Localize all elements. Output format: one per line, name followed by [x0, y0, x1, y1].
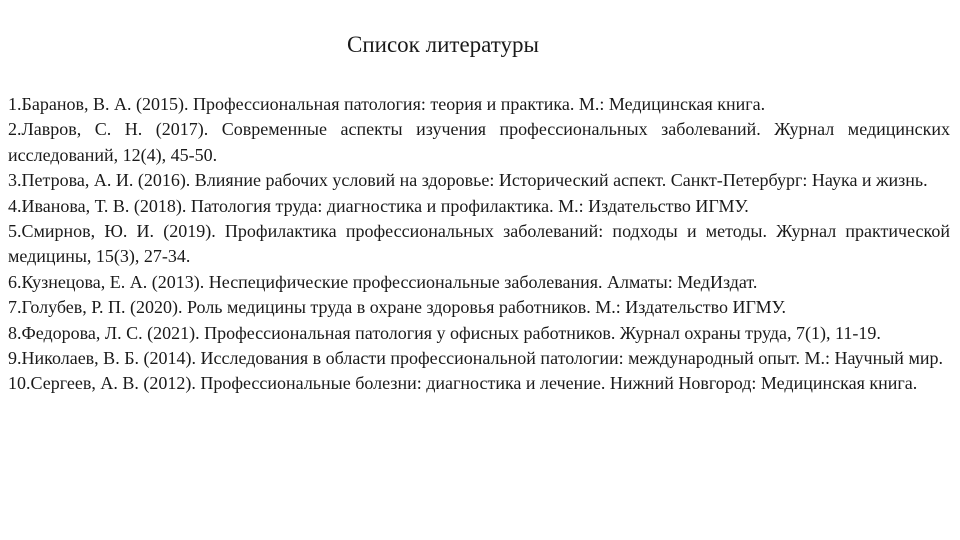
reference-item: 9.Николаев, В. Б. (2014). Исследования в области профессиональной патологии: международный опыт. М.: Научный мир.: [8, 348, 943, 369]
reference-item: 8.Федорова, Л. С. (2021). Профессиональная патология у офисных работников. Журнал охраны труда, 7(1), 11-19.: [8, 322, 881, 343]
reference-item: 6.Кузнецова, Е. А. (2013). Неспецифические профессиональные заболевания. Алматы: МедИздат.: [8, 271, 758, 292]
reference-item: 7.Голубев, Р. П. (2020). Роль медицины труда в охране здоровья работников. М.: Издательство ИГМУ.: [8, 297, 786, 318]
reference-item: 10.Сергеев, А. В. (2012). Профессиональные болезни: диагностика и лечение. Нижний Новгород: Медицинская книга.: [8, 373, 918, 394]
reference-list: [8, 92, 950, 397]
reference-item: 3.Петрова, А. И. (2016). Влияние рабочих условий на здоровье: Исторический аспект. Санкт-Петербург: Наука и жизнь.: [8, 170, 928, 191]
reference-item: 2.Лавров, С. Н. (2017). Современные аспекты изучения профессиональных заболеваний. Журнал медицинских исследований, 12(4), 45-50.: [8, 119, 950, 165]
slide-title: Список литературы: [347, 32, 539, 57]
reference-item: 1.Баранов, В. А. (2015). Профессиональная патология: теория и практика. М.: Медицинская книга.: [8, 94, 766, 114]
reference-item: 5.Смирнов, Ю. И. (2019). Профилактика профессиональных заболеваний: подходы и методы. Журнал практической медицины, 15(3), 27-34.: [8, 221, 950, 267]
reference-item: 4.Иванова, Т. В. (2018). Патология труда: диагностика и профилактика. М.: Издательство ИГМУ.: [8, 195, 749, 216]
